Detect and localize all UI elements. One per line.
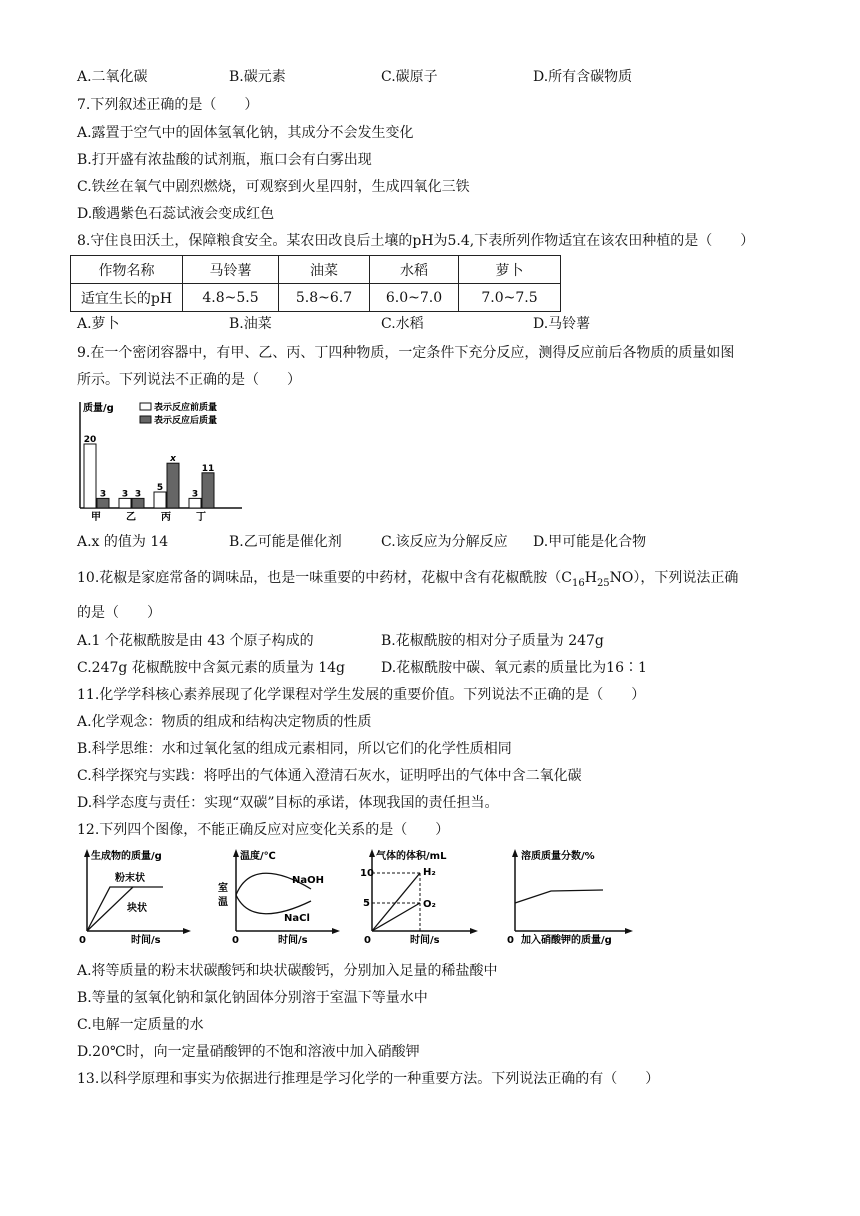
bar-after-label: x <box>170 454 176 465</box>
table-header-cell: 水稻 <box>370 256 459 284</box>
table-cell: 6.0~7.0 <box>370 284 459 312</box>
category-label: 乙 <box>126 512 136 523</box>
q10-option-c: C.247g 花椒酰胺中含氮元素的质量为 14g <box>77 660 346 676</box>
bar-after-label: 3 <box>99 489 107 500</box>
bar-after <box>202 473 214 508</box>
q6-option-b: B.碳元素 <box>229 69 286 85</box>
bar-before-label: 20 <box>83 435 97 445</box>
q8-option-c: C.水稻 <box>381 316 424 332</box>
q7-stem: 7.下列叙述正确的是（ ） <box>77 97 259 113</box>
curve-concentration <box>515 890 603 903</box>
q11-option-c: C.科学探究与实践：将呼出的气体通入澄清石灰水，证明呼出的气体中含二氧化碳 <box>77 768 582 784</box>
q8-option-d: D.马铃薯 <box>533 316 591 332</box>
table-header-cell: 萝卜 <box>459 256 561 284</box>
room-label-2: 温 <box>218 897 228 908</box>
q12-option-d: D.20℃时，向一定量硝酸钾的不饱和溶液中加入硝酸钾 <box>77 1044 420 1060</box>
tick-5: 5 <box>363 898 370 909</box>
y-arrow-icon <box>369 849 375 857</box>
q8-ph-table <box>70 255 561 312</box>
category-label: 甲 <box>91 512 101 523</box>
bar-before <box>84 444 96 508</box>
table-cell: 4.8~5.5 <box>183 284 279 312</box>
label-nacl: NaCl <box>284 913 310 924</box>
q10-stem <box>77 568 738 594</box>
q11-option-a: A.化学观念：物质的组成和结构决定物质的性质 <box>77 714 372 730</box>
q9-stem-line2: 所示。下列说法不正确的是（ ） <box>77 372 301 388</box>
q8-stem: 8.守住良田沃土，保障粮食安全。某农田改良后土壤的pH为5.4,下表所列作物适宜在该农田种植的是（ ） <box>77 233 755 249</box>
q7-option-b: B.打开盛有浓盐酸的试剂瓶，瓶口会有白雾出现 <box>77 152 372 168</box>
origin-label: 0 <box>364 935 371 945</box>
q11-option-d: D.科学态度与责任：实现“双碳”目标的承诺，体现我国的责任担当。 <box>77 795 499 811</box>
q11-stem: 11.化学学科核心素养展现了化学课程对学生发展的重要价值。下列说法不正确的是（ ） <box>77 687 646 703</box>
q11-option-b: B.科学思维：水和过氧化氢的组成元素相同，所以它们的化学性质相同 <box>77 741 512 757</box>
q8-option-b: B.油菜 <box>229 316 272 332</box>
x-axis-label: 时间/s <box>131 935 161 945</box>
legend-after-swatch <box>140 416 151 423</box>
category-label: 丁 <box>196 512 206 523</box>
bar-before-label: 5 <box>156 483 164 493</box>
q10-stem-post: ），下列说法正确 <box>633 570 739 586</box>
q9-option-d: D.甲可能是化合物 <box>533 534 647 550</box>
table-row <box>71 256 561 284</box>
q9-options <box>77 532 797 552</box>
table-row <box>71 284 561 312</box>
formula-rest: NO <box>609 570 634 586</box>
q12-option-a: A.将等质量的粉末状碳酸钙和块状碳酸钙，分别加入足量的稀盐酸中 <box>77 963 498 979</box>
label-block: 块状 <box>127 903 147 914</box>
q8-options <box>77 314 797 334</box>
q9-option-a: A.x 的值为 14 <box>77 534 169 550</box>
q6-option-c: C.碳原子 <box>381 69 438 85</box>
label-h2: H₂ <box>423 867 436 878</box>
legend-before-label: 表示反应前质量 <box>154 403 218 413</box>
y-axis-label: 生成物的质量/g <box>91 851 162 862</box>
curve-nacl <box>236 895 311 914</box>
q12-stem: 12.下列四个图像，不能正确反应对应变化关系的是（ ） <box>77 822 450 838</box>
q10-options-row2 <box>77 658 797 678</box>
y-arrow-icon <box>512 849 518 857</box>
line-o2 <box>372 903 420 931</box>
y-axis-label: 溶质质量分数/% <box>521 851 595 862</box>
q7-option-d: D.酸遇紫色石蕊试液会变成红色 <box>77 206 275 222</box>
label-powder: 粉末状 <box>115 873 145 884</box>
table-header-cell: 马铃薯 <box>183 256 279 284</box>
x-arrow-icon <box>183 928 191 934</box>
q13-stem: 13.以科学原理和事实为依据进行推理是学习化学的一种重要方法。下列说法正确的有（ ） <box>77 1071 660 1087</box>
bar-after-label: 3 <box>134 489 142 500</box>
q10-formula <box>561 570 634 589</box>
q12-graph-1 <box>75 845 195 945</box>
formula-h: H <box>584 570 597 586</box>
bar-after <box>97 498 109 508</box>
q12-graph-3 <box>360 845 485 945</box>
bar-after <box>132 498 144 508</box>
table-cell: 5.8~6.7 <box>279 284 370 312</box>
x-axis-label: 时间/s <box>410 935 440 945</box>
category-label: 丙 <box>161 512 171 523</box>
q12-graph-4 <box>503 845 643 945</box>
bar-after <box>167 463 179 508</box>
x-arrow-icon <box>470 928 478 934</box>
q10-stem-pre: 10.花椒是家庭常备的调味品，也是一味重要的中药材，花椒中含有花椒酰胺（ <box>77 570 562 586</box>
legend-after-label: 表示反应后质量 <box>154 416 218 426</box>
label-o2: O₂ <box>423 899 436 910</box>
label-naoh: NaOH <box>292 875 324 886</box>
formula-c: C <box>561 570 572 586</box>
y-axis-label: 气体的体积/mL <box>376 851 447 862</box>
q7-option-a: A.露置于空气中的固体氢氧化钠，其成分不会发生变化 <box>77 125 414 141</box>
q12-graph-2 <box>216 845 341 945</box>
table-row-label: 适宜生长的pH <box>71 284 183 312</box>
x-axis-label: 时间/s <box>278 935 308 945</box>
bar-before <box>154 492 166 508</box>
x-axis-label: 加入硝酸钾的质量/g <box>521 935 612 945</box>
y-arrow-icon <box>84 849 90 857</box>
q12-option-c: C.电解一定质量的水 <box>77 1017 204 1033</box>
origin-label: 0 <box>507 935 514 945</box>
x-arrow-icon <box>332 928 340 934</box>
q10-option-a: A.1 个花椒酰胺是由 43 个原子构成的 <box>77 633 314 649</box>
origin-label: 0 <box>232 935 239 945</box>
formula-h-count: 25 <box>596 577 610 589</box>
q6-option-a: A.二氧化碳 <box>77 69 148 85</box>
bar-before <box>119 498 131 508</box>
formula-c-count: 16 <box>571 577 585 589</box>
q9-option-b: B.乙可能是催化剂 <box>229 534 342 550</box>
legend-before-swatch <box>140 403 151 410</box>
q9-option-c: C.该反应为分解反应 <box>381 534 508 550</box>
line-h2 <box>372 873 420 931</box>
bar-before <box>189 498 201 508</box>
q10-option-d: D.花椒酰胺中碳、氧元素的质量比为16∶1 <box>381 660 647 676</box>
bar-after-label: 11 <box>201 463 215 474</box>
table-cell: 7.0~7.5 <box>459 284 561 312</box>
room-label-1: 室 <box>218 883 228 894</box>
bar-before-label: 3 <box>191 489 199 500</box>
curve-powder <box>87 887 163 931</box>
q7-option-c: C.铁丝在氧气中剧烈燃烧，可观察到火星四射，生成四氧化三铁 <box>77 179 470 195</box>
origin-label: 0 <box>79 935 86 945</box>
q12-option-b: B.等量的氢氧化钠和氯化钠固体分别溶于室温下等量水中 <box>77 990 428 1006</box>
q9-bar-chart <box>72 396 247 524</box>
q10-stem-line2: 的是（ ） <box>77 605 161 621</box>
y-axis-label: 质量/g <box>83 403 114 414</box>
q9-stem-line1: 9.在一个密闭容器中，有甲、乙、丙、丁四种物质，一定条件下充分反应，测得反应前后各物质的质量如图 <box>77 345 735 361</box>
tick-10: 10 <box>360 868 374 879</box>
table-header-cell: 作物名称 <box>71 256 183 284</box>
q6-option-d: D.所有含碳物质 <box>533 69 633 85</box>
bar-before-label: 3 <box>121 489 129 500</box>
q6-options <box>77 67 797 87</box>
q10-options-row1 <box>77 631 797 651</box>
table-header-cell: 油菜 <box>279 256 370 284</box>
y-axis-label: 温度/℃ <box>240 851 276 862</box>
q8-option-a: A.萝卜 <box>77 316 120 332</box>
x-arrow-icon <box>625 928 633 934</box>
y-arrow-icon <box>233 849 239 857</box>
q10-option-b: B.花椒酰胺的相对分子质量为 247g <box>381 633 604 649</box>
